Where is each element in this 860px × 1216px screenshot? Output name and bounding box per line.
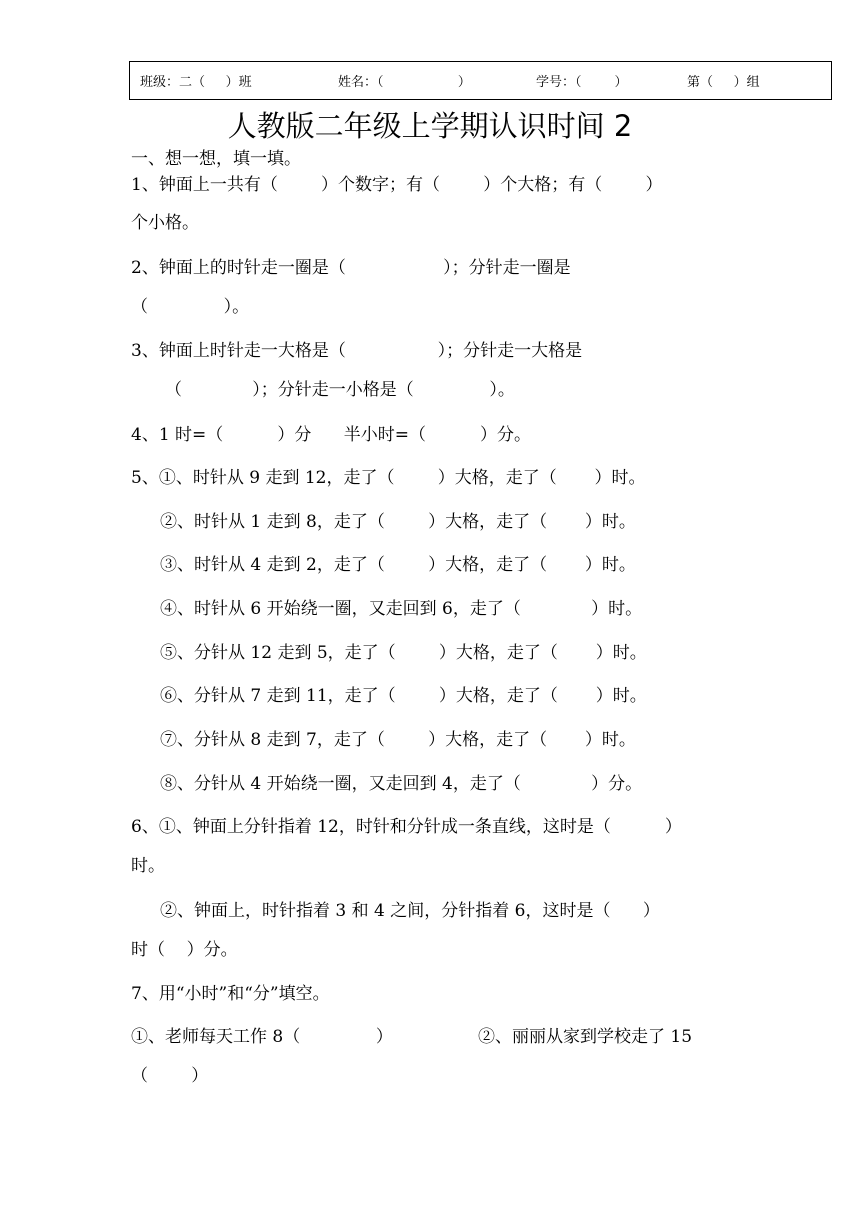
question-1-line-2: 个小格。 [131,213,199,233]
question-3-line-1: 3、钟面上时针走一大格是（ ）；分针走一大格是 [131,341,583,361]
worksheet-title: 人教版二年级上学期认识时间 2 [227,109,633,143]
question-5-item-8: ⑧、分针从 4 开始绕一圈，又走回到 4，走了（ ）分。 [160,774,643,794]
question-6-item-1-line-1: 6、①、钟面上分针指着 12，时针和分针成一条直线，这时是（ ） [131,817,682,837]
name-field[interactable]: 姓名：（ ） [338,75,471,90]
student-info-box [129,61,832,100]
question-6-item-2-line-2: 时（ ）分。 [131,940,238,960]
section-heading: 一、想一想，填一填。 [131,149,301,169]
class-field[interactable]: 班级：二（ ）班 [140,75,252,90]
question-7: 7、用“小时”和“分”填空。 [131,984,330,1004]
question-5-item-7: ⑦、分针从 8 走到 7，走了（ ）大格，走了（ ）时。 [160,730,636,750]
group-field[interactable]: 第（ ）组 [687,75,760,90]
student-id-field[interactable]: 学号：（ ） [536,75,628,90]
question-5-item-4: ④、时针从 6 开始绕一圈，又走回到 6，走了（ ）时。 [160,599,643,619]
question-7-item-2-blank: （ ） [131,1066,209,1086]
question-2-line-2: （ ）。 [131,297,250,317]
question-5-item-1: 5、①、时针从 9 走到 12，走了（ ）大格，走了（ ）时。 [131,468,646,488]
question-6-item-1-line-2: 时。 [131,856,165,876]
question-5-item-3: ③、时针从 4 走到 2，走了（ ）大格，走了（ ）时。 [160,555,636,575]
question-5-item-6: ⑥、分针从 7 走到 11，走了（ ）大格，走了（ ）时。 [160,686,647,706]
question-6-item-2-line-1: ②、钟面上，时针指着 3 和 4 之间，分针指着 6，这时是（ ） [160,901,660,921]
question-7-item-2: ②、丽丽从家到学校走了 15 [478,1027,693,1047]
question-1-line-1: 1、钟面上一共有（ ）个数字；有（ ）个大格；有（ ） [131,175,663,195]
question-4: 4、1 时=（ ）分 半小时=（ ）分。 [131,425,532,445]
question-2-line-1: 2、钟面上的时针走一圈是（ ）；分针走一圈是 [131,258,571,278]
question-5-item-5: ⑤、分针从 12 走到 5，走了（ ）大格，走了（ ）时。 [160,643,647,663]
question-5-item-2: ②、时针从 1 走到 8，走了（ ）大格，走了（ ）时。 [160,512,636,532]
question-7-item-1: ①、老师每天工作 8（ ） [131,1027,393,1047]
question-3-line-2: （ ）；分针走一小格是（ ）。 [165,380,515,400]
